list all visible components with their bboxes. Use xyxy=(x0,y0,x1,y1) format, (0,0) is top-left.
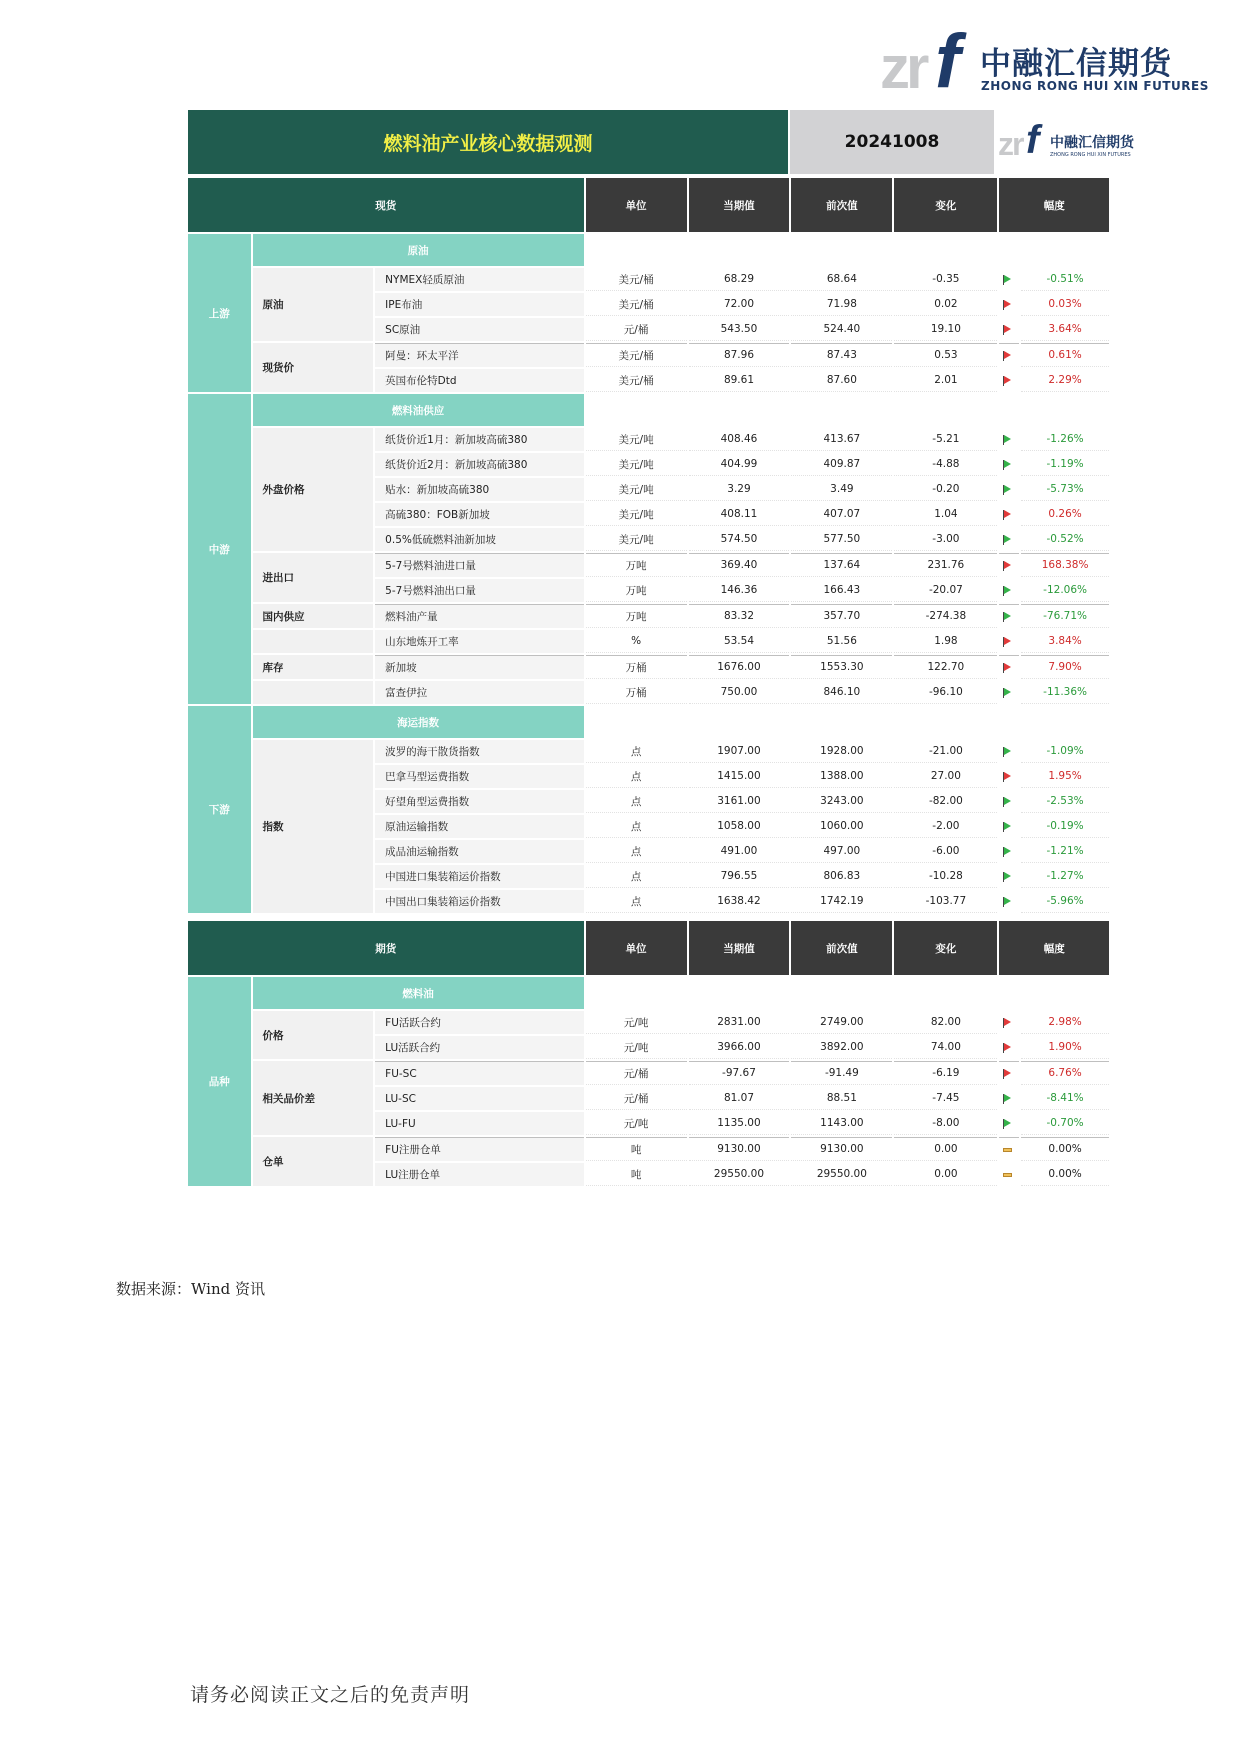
row-unit: 美元/桶 xyxy=(586,268,687,291)
row-current: 404.99 xyxy=(689,453,790,476)
row-unit: 美元/桶 xyxy=(586,369,687,392)
row-previous: 88.51 xyxy=(791,1087,892,1110)
row-current: 408.11 xyxy=(689,503,790,526)
row-pct: -1.19% xyxy=(1021,453,1109,476)
up-flag-icon xyxy=(1003,772,1012,781)
row-current: 3161.00 xyxy=(689,790,790,813)
row-previous: 166.43 xyxy=(791,579,892,602)
row-unit: 点 xyxy=(586,740,687,763)
row-name: FU-SC xyxy=(375,1061,583,1085)
row-name: NYMEX轻质原油 xyxy=(375,268,583,291)
row-pct: -1.09% xyxy=(1021,740,1109,763)
row-pct: -0.51% xyxy=(1021,268,1109,291)
row-current: 3.29 xyxy=(689,478,790,501)
row-name: 纸货价近2月：新加坡高硫380 xyxy=(375,453,583,476)
table-row xyxy=(188,1137,1109,1161)
down-flag-icon xyxy=(1003,586,1012,595)
group-crude: 原油 xyxy=(253,268,374,341)
up-flag-icon xyxy=(1003,376,1012,385)
row-pct: 0.00% xyxy=(1021,1137,1109,1161)
down-flag-icon xyxy=(1003,1119,1012,1128)
category-fuel-supply: 燃料油供应 xyxy=(253,394,584,426)
col-previous: 前次值 xyxy=(791,178,892,232)
col-change: 变化 xyxy=(894,921,997,975)
row-name: FU注册仓单 xyxy=(375,1137,583,1161)
row-change: -3.00 xyxy=(894,528,997,551)
row-current: 2831.00 xyxy=(689,1011,790,1034)
row-pct: 7.90% xyxy=(1021,655,1109,679)
down-flag-icon xyxy=(1003,847,1012,856)
row-name: 原油运输指数 xyxy=(375,815,583,838)
row-previous: 577.50 xyxy=(791,528,892,551)
logo-en-name: ZHONG RONG HUI XIN FUTURES xyxy=(981,79,1209,93)
row-unit: 点 xyxy=(586,815,687,838)
category-shipping: 海运指数 xyxy=(253,706,584,738)
table-row xyxy=(188,1061,1109,1085)
row-previous: 9130.00 xyxy=(791,1137,892,1161)
row-name: LU-FU xyxy=(375,1112,583,1135)
row-name: 燃料油产量 xyxy=(375,604,583,628)
down-flag-icon xyxy=(1003,797,1012,806)
row-change: 82.00 xyxy=(894,1011,997,1034)
row-previous: 3.49 xyxy=(791,478,892,501)
row-unit: 点 xyxy=(586,765,687,788)
row-previous: 357.70 xyxy=(791,604,892,628)
row-previous: 846.10 xyxy=(791,681,892,704)
up-flag-icon xyxy=(1003,510,1012,519)
row-unit: 吨 xyxy=(586,1137,687,1161)
row-previous: 87.43 xyxy=(791,343,892,367)
row-change: 19.10 xyxy=(894,318,997,341)
col-current: 当期值 xyxy=(689,921,790,975)
table-row xyxy=(188,740,1109,763)
row-pct: -0.52% xyxy=(1021,528,1109,551)
group-external: 外盘价格 xyxy=(253,428,374,551)
row-pct: -0.19% xyxy=(1021,815,1109,838)
row-unit: 元/吨 xyxy=(586,1011,687,1034)
row-name: 中国进口集装箱运价指数 xyxy=(375,865,583,888)
up-flag-icon xyxy=(1003,1043,1012,1052)
row-previous: 1928.00 xyxy=(791,740,892,763)
row-name: 波罗的海干散货指数 xyxy=(375,740,583,763)
row-unit: 万吨 xyxy=(586,604,687,628)
row-pct: -5.96% xyxy=(1021,890,1109,913)
table-row xyxy=(188,604,1109,628)
row-unit: 万桶 xyxy=(586,655,687,679)
row-current: 1676.00 xyxy=(689,655,790,679)
row-change: 1.98 xyxy=(894,630,997,653)
group-inventory: 库存 xyxy=(253,655,374,679)
row-previous: 1388.00 xyxy=(791,765,892,788)
row-change: -21.00 xyxy=(894,740,997,763)
row-pct: 0.26% xyxy=(1021,503,1109,526)
group-import-export: 进出口 xyxy=(253,553,374,602)
row-pct: 168.38% xyxy=(1021,553,1109,577)
table-row xyxy=(188,343,1109,367)
row-pct: -11.36% xyxy=(1021,681,1109,704)
row-previous: 29550.00 xyxy=(791,1163,892,1186)
row-name: 5-7号燃料油出口量 xyxy=(375,579,583,602)
spot-header-row xyxy=(188,178,1109,232)
row-pct: 2.29% xyxy=(1021,369,1109,392)
up-flag-icon xyxy=(1003,637,1012,646)
row-current: 29550.00 xyxy=(689,1163,790,1186)
row-unit: 点 xyxy=(586,840,687,863)
row-previous: 1742.19 xyxy=(791,890,892,913)
row-pct: 3.84% xyxy=(1021,630,1109,653)
row-name: 富查伊拉 xyxy=(375,681,583,704)
report-date: 20241008 xyxy=(790,110,994,174)
row-pct: -0.70% xyxy=(1021,1112,1109,1135)
row-pct: 0.03% xyxy=(1021,293,1109,316)
row-name: 新加坡 xyxy=(375,655,583,679)
company-logo: zr f 中融汇信期货 ZHONG RONG HUI XIN FUTURES xyxy=(880,19,1209,104)
row-name: SC原油 xyxy=(375,318,583,341)
row-unit: 元/吨 xyxy=(586,1112,687,1135)
row-unit: 美元/吨 xyxy=(586,503,687,526)
row-current: 9130.00 xyxy=(689,1137,790,1161)
up-flag-icon xyxy=(1003,300,1012,309)
group-index: 指数 xyxy=(253,740,374,913)
up-flag-icon xyxy=(1003,351,1012,360)
row-current: 369.40 xyxy=(689,553,790,577)
row-previous: 137.64 xyxy=(791,553,892,577)
row-pct: 2.98% xyxy=(1021,1011,1109,1034)
row-current: 408.46 xyxy=(689,428,790,451)
row-change: -6.19 xyxy=(894,1061,997,1085)
down-flag-icon xyxy=(1003,1094,1012,1103)
row-pct: -8.41% xyxy=(1021,1087,1109,1110)
row-previous: 407.07 xyxy=(791,503,892,526)
row-change: -7.45 xyxy=(894,1087,997,1110)
row-name: 高硫380：FOB新加坡 xyxy=(375,503,583,526)
futures-header: 期货 xyxy=(188,921,584,975)
row-pct: -1.27% xyxy=(1021,865,1109,888)
row-change: -103.77 xyxy=(894,890,997,913)
row-pct: 6.76% xyxy=(1021,1061,1109,1085)
row-pct: -2.53% xyxy=(1021,790,1109,813)
row-pct: -1.26% xyxy=(1021,428,1109,451)
row-change: -0.20 xyxy=(894,478,997,501)
row-change: 0.02 xyxy=(894,293,997,316)
segment-midstream: 中游 xyxy=(188,394,251,704)
row-pct: 1.95% xyxy=(1021,765,1109,788)
row-previous: 2749.00 xyxy=(791,1011,892,1034)
row-unit: 点 xyxy=(586,790,687,813)
down-flag-icon xyxy=(1003,275,1012,284)
disclaimer-footer: 请务必阅读正文之后的免责声明 xyxy=(190,1684,471,1706)
segment-variety: 品种 xyxy=(188,977,251,1186)
category-fuel-oil: 燃料油 xyxy=(253,977,584,1009)
row-pct: -12.06% xyxy=(1021,579,1109,602)
row-current: 750.00 xyxy=(689,681,790,704)
row-name: 贴水：新加坡高硫380 xyxy=(375,478,583,501)
spot-header: 现货 xyxy=(188,178,584,232)
group-warrant: 仓单 xyxy=(253,1137,374,1186)
row-current: 146.36 xyxy=(689,579,790,602)
row-name: LU注册仓单 xyxy=(375,1163,583,1186)
row-pct: 0.61% xyxy=(1021,343,1109,367)
row-current: 1415.00 xyxy=(689,765,790,788)
row-change: -10.28 xyxy=(894,865,997,888)
row-name: LU活跃合约 xyxy=(375,1036,583,1059)
row-change: 27.00 xyxy=(894,765,997,788)
row-unit: 美元/吨 xyxy=(586,428,687,451)
logo-cn-name: 中融汇信期货 xyxy=(980,46,1172,82)
row-current: 72.00 xyxy=(689,293,790,316)
row-previous: 87.60 xyxy=(791,369,892,392)
row-change: 231.76 xyxy=(894,553,997,577)
table-row xyxy=(188,1011,1109,1034)
row-change: 74.00 xyxy=(894,1036,997,1059)
row-name: 阿曼：环太平洋 xyxy=(375,343,583,367)
flat-bar-icon xyxy=(1003,1145,1012,1154)
row-previous: 409.87 xyxy=(791,453,892,476)
down-flag-icon xyxy=(1003,688,1012,697)
row-name: 成品油运输指数 xyxy=(375,840,583,863)
row-name: 英国布伦特Dtd xyxy=(375,369,583,392)
row-name: 巴拿马型运费指数 xyxy=(375,765,583,788)
row-previous: 497.00 xyxy=(791,840,892,863)
row-previous: 1060.00 xyxy=(791,815,892,838)
table-row xyxy=(188,268,1109,291)
row-change: -2.00 xyxy=(894,815,997,838)
row-previous: 71.98 xyxy=(791,293,892,316)
col-pct: 幅度 xyxy=(999,921,1109,975)
futures-header-row xyxy=(188,921,1109,975)
row-change: -82.00 xyxy=(894,790,997,813)
row-change: -4.88 xyxy=(894,453,997,476)
row-name: IPE布油 xyxy=(375,293,583,316)
row-change: 122.70 xyxy=(894,655,997,679)
table-row xyxy=(188,681,1109,704)
row-current: -97.67 xyxy=(689,1061,790,1085)
row-name: 纸货价近1月：新加坡高硫380 xyxy=(375,428,583,451)
up-flag-icon xyxy=(1003,1069,1012,1078)
row-unit: 美元/吨 xyxy=(586,528,687,551)
row-change: -5.21 xyxy=(894,428,997,451)
segment-upstream: 上游 xyxy=(188,234,251,392)
group-domestic: 国内供应 xyxy=(253,604,374,628)
row-change: 0.00 xyxy=(894,1163,997,1186)
segment-downstream: 下游 xyxy=(188,706,251,913)
row-unit: 美元/吨 xyxy=(586,453,687,476)
row-current: 89.61 xyxy=(689,369,790,392)
row-pct: 3.64% xyxy=(1021,318,1109,341)
row-current: 1135.00 xyxy=(689,1112,790,1135)
row-change: -274.38 xyxy=(894,604,997,628)
row-previous: 68.64 xyxy=(791,268,892,291)
row-name: 中国出口集装箱运价指数 xyxy=(375,890,583,913)
down-flag-icon xyxy=(1003,897,1012,906)
row-name: 山东地炼开工率 xyxy=(375,630,583,653)
down-flag-icon xyxy=(1003,535,1012,544)
row-change: -20.07 xyxy=(894,579,997,602)
table-row xyxy=(188,428,1109,451)
row-current: 796.55 xyxy=(689,865,790,888)
col-pct: 幅度 xyxy=(999,178,1109,232)
row-name: LU-SC xyxy=(375,1087,583,1110)
row-previous: 51.56 xyxy=(791,630,892,653)
row-previous: 3892.00 xyxy=(791,1036,892,1059)
row-current: 81.07 xyxy=(689,1087,790,1110)
row-current: 1058.00 xyxy=(689,815,790,838)
up-flag-icon xyxy=(1003,663,1012,672)
row-current: 543.50 xyxy=(689,318,790,341)
col-unit: 单位 xyxy=(586,921,687,975)
row-current: 87.96 xyxy=(689,343,790,367)
down-flag-icon xyxy=(1003,612,1012,621)
row-change: -96.10 xyxy=(894,681,997,704)
row-name: 5-7号燃料油进口量 xyxy=(375,553,583,577)
row-name: 0.5%低硫燃料油新加坡 xyxy=(375,528,583,551)
row-unit: 元/吨 xyxy=(586,1036,687,1059)
row-previous: -91.49 xyxy=(791,1061,892,1085)
row-unit: 元/桶 xyxy=(586,1087,687,1110)
group-spread: 相关品价差 xyxy=(253,1061,374,1135)
row-current: 53.54 xyxy=(689,630,790,653)
table-row xyxy=(188,553,1109,577)
row-pct: -5.73% xyxy=(1021,478,1109,501)
row-change: 1.04 xyxy=(894,503,997,526)
row-unit: 吨 xyxy=(586,1163,687,1186)
fuel-oil-report xyxy=(188,110,1134,1188)
row-current: 491.00 xyxy=(689,840,790,863)
col-change: 变化 xyxy=(894,178,997,232)
row-change: 0.53 xyxy=(894,343,997,367)
down-flag-icon xyxy=(1003,435,1012,444)
row-change: -6.00 xyxy=(894,840,997,863)
row-name: 好望角型运费指数 xyxy=(375,790,583,813)
data-source-note: 数据来源：Wind 资讯 xyxy=(116,1280,265,1298)
row-change: 2.01 xyxy=(894,369,997,392)
down-flag-icon xyxy=(1003,822,1012,831)
col-current: 当期值 xyxy=(689,178,790,232)
row-unit: 万桶 xyxy=(586,681,687,704)
up-flag-icon xyxy=(1003,1018,1012,1027)
row-unit: 元/桶 xyxy=(586,1061,687,1085)
row-unit: 美元/吨 xyxy=(586,478,687,501)
down-flag-icon xyxy=(1003,872,1012,881)
row-change: 0.00 xyxy=(894,1137,997,1161)
row-unit: % xyxy=(586,630,687,653)
down-flag-icon xyxy=(1003,747,1012,756)
down-flag-icon xyxy=(1003,485,1012,494)
spot-table xyxy=(186,176,1111,1188)
down-flag-icon xyxy=(1003,460,1012,469)
row-name: FU活跃合约 xyxy=(375,1011,583,1034)
col-previous: 前次值 xyxy=(791,921,892,975)
row-current: 1907.00 xyxy=(689,740,790,763)
row-unit: 点 xyxy=(586,865,687,888)
row-current: 574.50 xyxy=(689,528,790,551)
row-unit: 万吨 xyxy=(586,553,687,577)
row-pct: 0.00% xyxy=(1021,1163,1109,1186)
row-current: 68.29 xyxy=(689,268,790,291)
table-row xyxy=(188,655,1109,679)
row-current: 1638.42 xyxy=(689,890,790,913)
row-current: 83.32 xyxy=(689,604,790,628)
row-previous: 1143.00 xyxy=(791,1112,892,1135)
row-change: -8.00 xyxy=(894,1112,997,1135)
row-previous: 3243.00 xyxy=(791,790,892,813)
row-previous: 413.67 xyxy=(791,428,892,451)
row-current: 3966.00 xyxy=(689,1036,790,1059)
group-spot-price: 现货价 xyxy=(253,343,374,392)
up-flag-icon xyxy=(1003,561,1012,570)
row-unit: 点 xyxy=(586,890,687,913)
row-change: -0.35 xyxy=(894,268,997,291)
row-previous: 524.40 xyxy=(791,318,892,341)
row-unit: 万吨 xyxy=(586,579,687,602)
report-title: 燃料油产业核心数据观测 xyxy=(188,110,788,174)
mini-logo: zr f 中融汇信期货 ZHONG RONG HUI XIN FUTURES xyxy=(998,118,1134,162)
up-flag-icon xyxy=(1003,325,1012,334)
row-previous: 1553.30 xyxy=(791,655,892,679)
row-pct: -76.71% xyxy=(1021,604,1109,628)
table-row xyxy=(188,630,1109,653)
row-unit: 元/桶 xyxy=(586,318,687,341)
report-title-row xyxy=(188,110,1134,176)
col-unit: 单位 xyxy=(586,178,687,232)
category-crude: 原油 xyxy=(253,234,584,266)
flat-bar-icon xyxy=(1003,1170,1012,1179)
row-pct: -1.21% xyxy=(1021,840,1109,863)
row-unit: 美元/桶 xyxy=(586,343,687,367)
row-unit: 美元/桶 xyxy=(586,293,687,316)
row-previous: 806.83 xyxy=(791,865,892,888)
group-price: 价格 xyxy=(253,1011,374,1059)
row-pct: 1.90% xyxy=(1021,1036,1109,1059)
